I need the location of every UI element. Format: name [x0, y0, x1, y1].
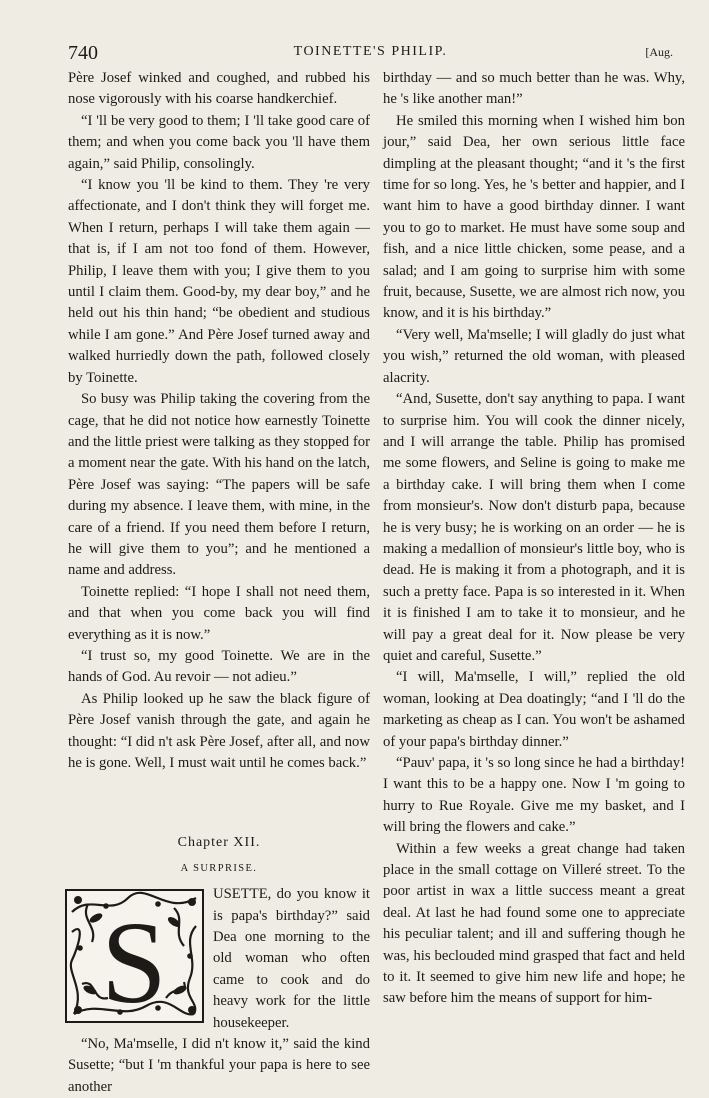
paragraph: So busy was Philip taking the covering from the cage, that he did not notice how earnestly Toinette and the little priest were talking as they stopped for a moment near the gate. With his hand on the latch, Père Josef was saying: “The papers will be safe during my absence. I leave them, with mine, in the care of a friend. If you need them before I return, he will give them to you”; and he mentioned a name and address. — [68, 391, 370, 579]
paragraph: “I 'll be very good to them; I 'll take good care of them; and when you come back you 'll have them again,” said Philip, consolingly. — [68, 112, 370, 172]
right-column — [383, 68, 685, 1010]
paragraph: “Very well, Ma'mselle; I will gladly do just what you wish,” returned the old woman, with pleased alacrity. — [383, 326, 685, 386]
issue-month: [Aug. — [645, 45, 673, 59]
paragraph: Père Josef winked and coughed, and rubbed his nose vigorously with his coarse handkerchief. — [68, 70, 370, 108]
paragraph: “I know you 'll be kind to them. They 're very affectionate, and I don't think they will forget me. When I return, perhaps I will take them again — that is, if I am not too fond of them. However, Philip, I leave them with you; I give them to you until I claim them. Good-by, my dear boy,” and he held out his thin hand; “be obedient and studious while I am gone.” And Père Josef turned away and walked hurriedly down the path, followed closely by Toinette. — [68, 177, 370, 386]
paragraph: Within a few weeks a great change had taken place in the small cottage on Villeré street. To the poor artist in wax a little success meant a great deal. At last he had found some one to appreciate his peculiar talent; and ill and suffering though he was, his beclouded mind grasped that fact and held to it. It seemed to give him new life and hope; he saw before him the means of support for him- — [383, 840, 685, 1007]
paragraph: “And, Susette, don't say anything to papa. I want to surprise him. You will cook the dinner nicely, and I will arrange the table. Philip has promised me some flowers, and Seline is going to make me a birthday cake. I will bring them when I come from monsieur's. Now don't disturb papa, because he is very busy; he is working on an order — he is making a medallion of monsieur's little boy, who is dead. He is making it from a photograph, and it is such a pretty face. Papa is so interested in it. When it is finished I am to take it to monsieur, and he will pay a great deal for it. Now please be very quiet and careful, Susette.” — [383, 391, 685, 664]
drop-cap-letter: S — [101, 897, 167, 1027]
drop-cap-paragraph: USETTE, do you know it is papa's birthday?” said Dea one morning to the old woman who often came to cook and do heavy work for the little housekeeper. — [213, 886, 370, 1031]
ornamental-drop-cap — [62, 886, 207, 1026]
running-title: TOINETTE'S PHILIP. — [293, 44, 448, 59]
chapter-heading: Chapter XII. — [177, 835, 261, 851]
paragraph: “No, Ma'mselle, I did n't know it,” said the kind Susette; “but I 'm thankful your papa is here to see another — [68, 1036, 370, 1095]
paragraph: Toinette replied: “I hope I shall not need them, and that when you come back you will find everything as it is now.” — [68, 583, 370, 643]
left-column — [68, 68, 370, 1098]
paragraph: “I will, Ma'mselle, I will,” replied the old woman, looking at Dea doatingly; “and I 'll do the marketing as cheap as I can. You won't be ashamed of your papa's birthday dinner.” — [383, 669, 685, 750]
paragraph: As Philip looked up he saw the black figure of Père Josef vanish through the gate, and again he thought: “I did n't ask Père Josef, after all, and now he is gone. Well, I must wait until he comes back.” — [68, 690, 370, 771]
paragraph: “Pauv' papa, it 's so long since he had a birthday! I want this to be a happy one. Now I 'm going to hurry to Rue Royale. Give me my basket, and I will bring the flowers and cake.” — [383, 755, 685, 836]
page-header — [68, 42, 673, 62]
paragraph: “I trust so, my good Toinette. We are in the hands of God. Au revoir — not adieu.” — [68, 647, 370, 686]
page-number: 740 — [68, 42, 98, 64]
paragraph: He smiled this morning when I wished him bon jour,” said Dea, her own serious little face dimpling at the pleasant thought; “and it 's the first time for so long. Yes, he 's better and happier, and I want him to have a good birthday dinner. I want you to go to market. He must have some soup and fish, and a nice little chicken, some pease, and a salad; and I am going to surprise him with some fruit, because, Susette, we are almost rich now, you know, and it is his birthday.” — [383, 112, 685, 322]
paragraph: birthday — and so much better than he was. Why, he 's like another man!” — [383, 70, 685, 108]
chapter-subtitle: A SURPRISE. — [180, 862, 258, 874]
